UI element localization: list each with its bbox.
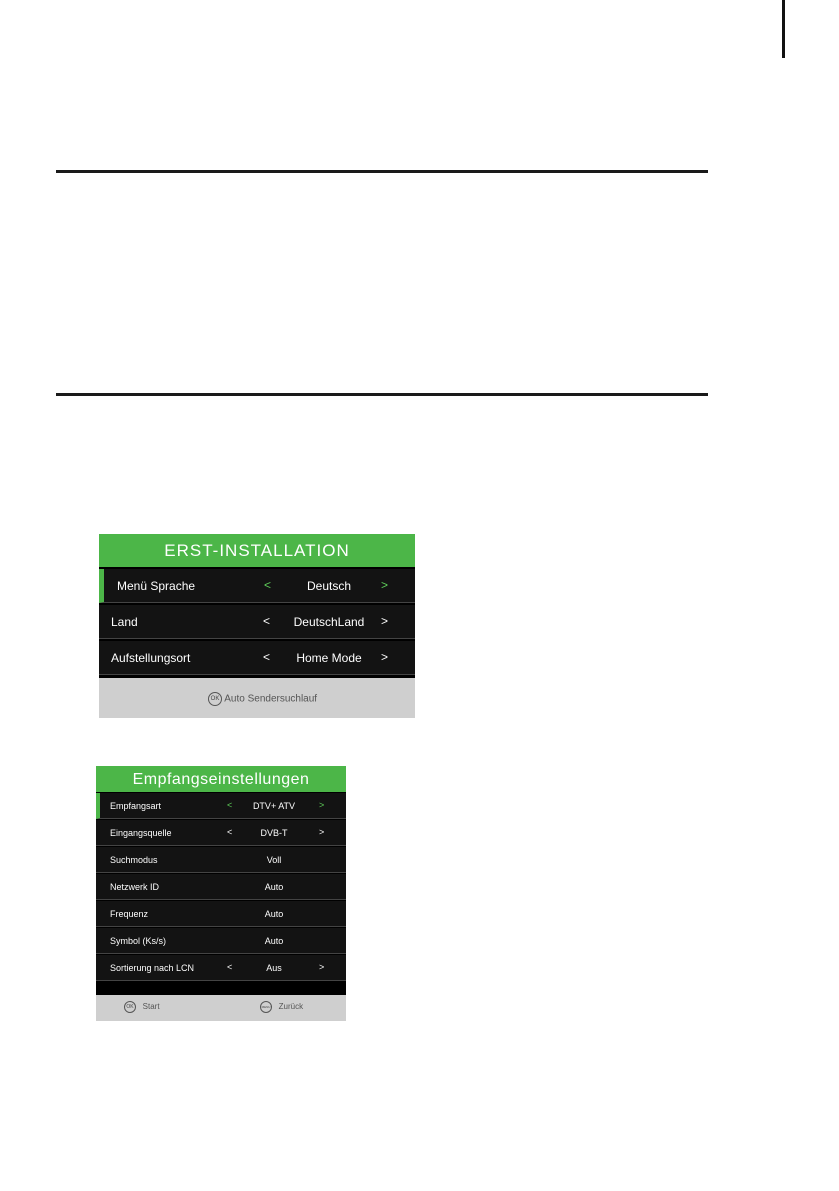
menu-footer [99,678,415,718]
menu-row-aufstellungsort[interactable] [99,641,415,675]
menu-row-netzwerk-id[interactable] [96,874,346,900]
row-label: Aufstellungsort [111,651,191,665]
arrow-left-icon[interactable]: < [227,962,233,972]
cut-line [782,0,785,58]
arrow-right-icon[interactable]: > [381,650,389,664]
row-label: Land [111,615,138,629]
auto-search-label: Auto Sendersuchlauf [224,693,318,705]
menu-row-menu-sprache[interactable] [99,569,415,603]
row-label: Suchmodus [110,855,158,865]
row-value: Home Mode [296,651,362,665]
divider-bottom [56,393,708,396]
ok-button-icon: OK [208,692,222,706]
arrow-right-icon[interactable]: > [381,614,389,628]
row-value: Auto [264,909,284,919]
empfangseinstellungen-menu [96,766,346,1021]
row-value: Auto [264,882,284,892]
menu-button-icon: MENU [260,1001,272,1013]
row-label: Empfangsart [110,801,162,811]
menu-title: Empfangseinstellungen [96,766,346,792]
row-value: Voll [266,855,282,865]
auto-search-hint [208,692,317,706]
arrow-right-icon[interactable]: > [319,962,325,972]
menu-row-land[interactable] [99,605,415,639]
menu-row-empfangsart[interactable] [96,793,346,819]
arrow-right-icon[interactable]: > [319,800,325,810]
row-label: Netzwerk ID [110,882,160,892]
menu-row-frequenz[interactable] [96,901,346,927]
row-value: Auto [264,936,284,946]
erst-installation-menu [99,534,415,718]
row-value: Deutsch [306,579,352,593]
arrow-left-icon[interactable]: < [227,827,233,837]
menu-row-suchmodus[interactable] [96,847,346,873]
row-label: Sortierung nach LCN [110,963,195,973]
row-label: Symbol (Ks/s) [110,936,167,946]
arrow-left-icon[interactable]: < [264,578,272,592]
start-label: Start [142,1002,160,1012]
arrow-right-icon[interactable]: > [381,578,389,592]
divider-top [56,170,708,173]
menu-row-sortierung-nach-lcn[interactable] [96,955,346,981]
row-label: Menü Sprache [117,579,196,593]
menu-row-eingangsquelle[interactable] [96,820,346,846]
row-value: DVB-T [260,828,288,838]
arrow-right-icon[interactable]: > [319,827,325,837]
back-hint [260,1001,303,1013]
arrow-left-icon[interactable]: < [263,614,271,628]
row-label: Eingangsquelle [110,828,172,838]
menu-title: ERST-INSTALLATION [99,534,415,567]
back-label: Zurück [278,1002,304,1012]
arrow-left-icon[interactable]: < [227,800,233,810]
row-value: DeutschLand [293,615,365,629]
row-value: DTV+ ATV [252,801,296,811]
menu-row-symbol[interactable] [96,928,346,954]
row-value: Aus [266,963,282,973]
menu-footer [96,995,346,1021]
ok-button-icon: OK [124,1001,136,1013]
arrow-left-icon[interactable]: < [263,650,271,664]
start-hint [124,1001,160,1013]
row-label: Frequenz [110,909,149,919]
